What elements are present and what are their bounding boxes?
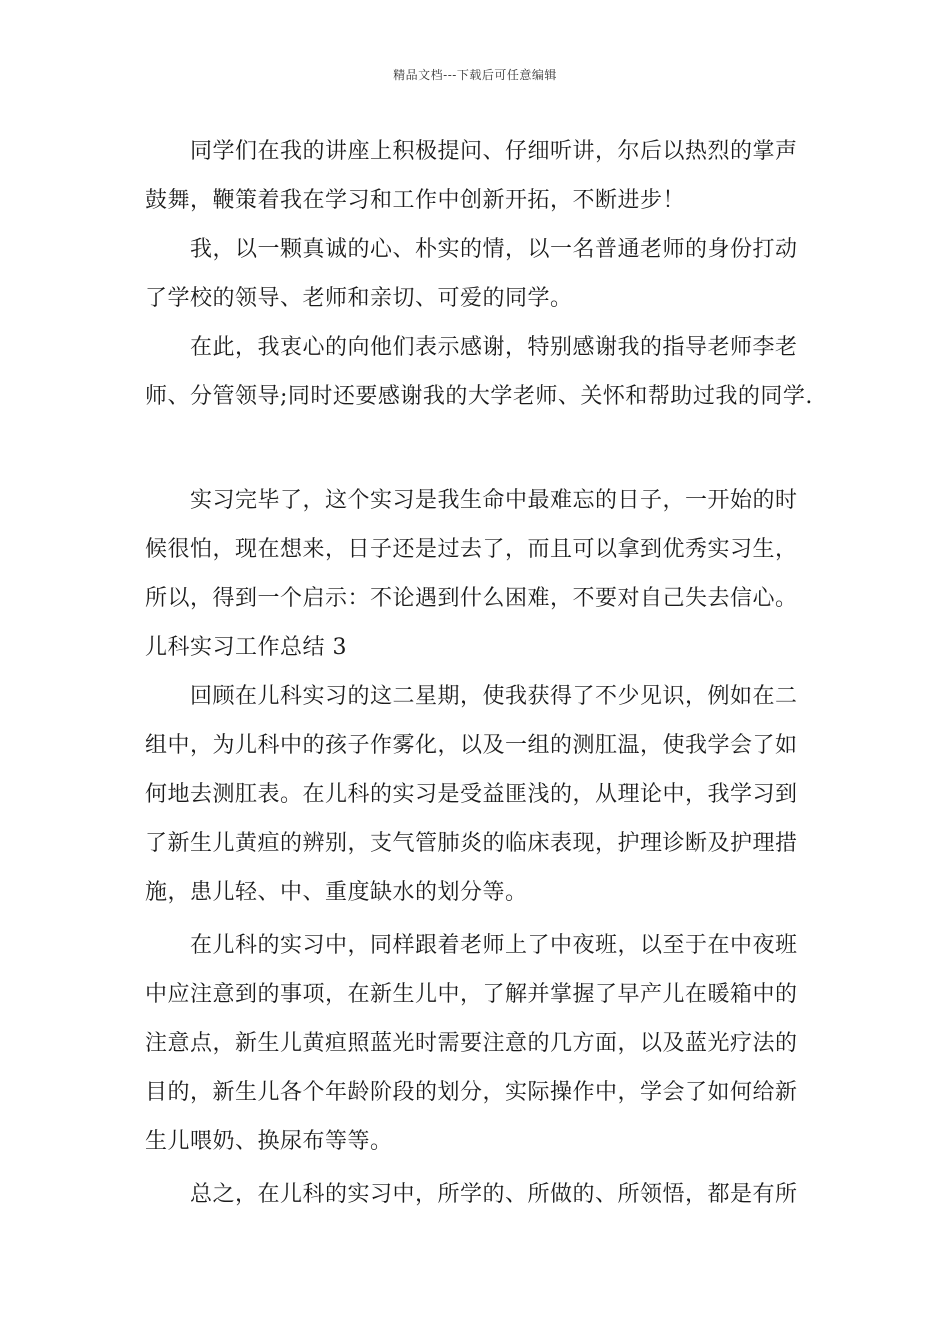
body-line: 在儿科的实习中，同样跟着老师上了中夜班，以至于在中夜班	[145, 933, 798, 958]
body-line: 中应注意到的事项，在新生儿中，了解并掌握了早产儿在暖箱中的	[145, 982, 798, 1007]
body-line: 生儿喂奶、换尿布等等。	[145, 1129, 393, 1154]
section-heading: 儿科实习工作总结 3	[145, 635, 347, 660]
body-line: 组中，为儿科中的孩子作雾化，以及一组的测肛温，使我学会了如	[145, 733, 798, 758]
body-line: 鼓舞，鞭策着我在学习和工作中创新开拓，不断进步！	[145, 188, 686, 213]
body-line: 了新生儿黄疸的辨别，支气管肺炎的临床表现，护理诊断及护理措	[145, 831, 798, 856]
body-line: 何地去测肛表。在儿科的实习是受益匪浅的，从理论中，我学习到	[145, 782, 798, 807]
page-header: 精品文档---下载后可任意编辑	[393, 68, 557, 82]
body-line: 师、分管领导;同时还要感谢我的大学老师、关怀和帮助过我的同学.	[145, 384, 813, 409]
body-line: 在此，我衷心的向他们表示感谢，特别感谢我的指导老师李老	[145, 335, 798, 360]
body-line: 注意点，新生儿黄疸照蓝光时需要注意的几方面，以及蓝光疗法的	[145, 1031, 798, 1056]
body-line: 实习完毕了，这个实习是我生命中最难忘的日子，一开始的时	[145, 488, 798, 513]
body-line: 施，患儿轻、中、重度缺水的划分等。	[145, 880, 528, 905]
body-line: 我，以一颗真诚的心、朴实的情，以一名普通老师的身份打动	[145, 237, 798, 262]
body-line: 目的，新生儿各个年龄阶段的划分，实际操作中，学会了如何给新	[145, 1080, 798, 1105]
body-line: 所以，得到一个启示：不论遇到什么困难，不要对自己失去信心。	[145, 586, 798, 611]
body-line: 总之，在儿科的实习中，所学的、所做的、所领悟，都是有所	[145, 1182, 798, 1207]
body-line: 回顾在儿科实习的这二星期，使我获得了不少见识，例如在二	[145, 684, 798, 709]
body-line: 候很怕，现在想来，日子还是过去了，而且可以拿到优秀实习生，	[145, 537, 798, 562]
body-line: 同学们在我的讲座上积极提问、仔细听讲，尔后以热烈的掌声	[145, 139, 798, 164]
body-line: 了学校的领导、老师和亲切、可爱的同学。	[145, 286, 573, 311]
